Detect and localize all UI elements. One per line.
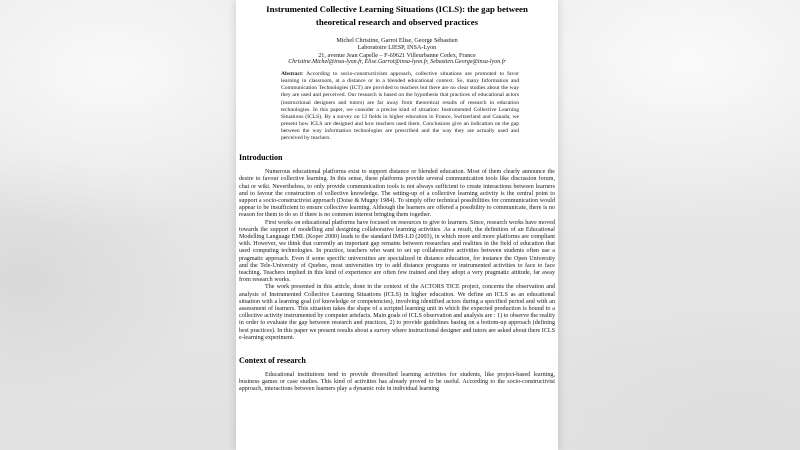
abstract-label: Abstract (281, 71, 302, 78)
intro-paragraph-2: First works on educational platforms have focused on resources to give to learners. Since, research works have moved towards the support of modelling and designing collaborative learning activities. As a result, the definition of an Educational Modelling Language EML (Koper 2000) leads to the standard IMS-LD (2003), in which more and more platforms are compliant with. However, we think that currently an important gap remains between researches and realities in the field of education that used computing technologies. In practice, teachers who want to set up collaborative activities between students often use a pragmatic approach. Even if some specific universities are specialized in distance education, for instance the Open University and the Tele-University of Quebec, most universities try to add distance programs or instrumented activities to face to face teaching. Teachers implied in this kind of experience are often few trained and they adopt a very pragmatic attitude, far away from research works. (239, 219, 555, 284)
abstract (281, 71, 519, 142)
authors-line: Michel Christine, Garrot Elise, George Sébastien (336, 37, 458, 44)
emails-line: Christine.Michel@insa-lyon.fr, Elise.Garrot@insa-lyon.fr, Sebastien.George@insa-lyon.fr (288, 58, 506, 65)
address-line: 21, avenue Jean Capelle – F-69621 Villeurbanne Cedex, France (318, 51, 476, 59)
context-paragraph-1: Educational institutions tend to provide diversified learning activities for students, like project-based learning, business games or case studies. This kind of activities has already proved to be useful. According to the socio-constructivist approach, interactions between learners play a dynamic role in individual learning (239, 372, 555, 393)
paper-title-line-1: Instrumented Collective Learning Situations (ICLS): the gap between (266, 4, 528, 14)
paper-title-line-2: theoretical research and observed practices (315, 17, 479, 27)
paper-page (236, 0, 558, 450)
abstract-text: : According to socio-constructivism approach, collective situations are promoted to favor learning in classroom, at a distance or in a blended educational context. So, many Information and Communication Technologies (ICT) are provided to teachers but there are no clear studies about the way they are used and perceived. Our research is based on the hypothesis that practices of educational actors (instructional designers and tutors) are far away from theoretical results of research in education technologies. In this paper, we consider a precise kind of situation: Instrumented Collective Learning Situations (ICLS). By a survey on 13 fields in higher education in France, Switzerland and Canada, we present how ICLS are designed and how teachers used them. Conclusions give an indication on the gap between the way information technologies are prescribed and the way they are actually used and perceived by teachers. (281, 71, 519, 142)
section-heading-introduction: Introduction (239, 153, 283, 163)
intro-paragraph-3: The work presented in this article, done in the context of the ACTORS TICE project, concerns the observation and analysis of Instrumented Collective Learning Situations (ICLS) in higher education. We define an ICLS as an educational situation with a learning goal (of knowledge or competencies), involving identified actors during a specified period and with an assessment of learners. This situation takes the shape of a scripted learning unit in which the expected production is bound to a collective activity instrumented by computer artefacts. Main goals of ICLS observation and analysis are : 1) to observe the reality in order to evaluate the gap between research and practices, 2) to provide guidelines basing on a bottom-up approach (defining best practices). In this paper we present results about a survey where instructional designer and tutors are asked about there ICLS e-learning experiment. (239, 284, 555, 341)
author-block (239, 37, 555, 66)
intro-paragraph-1: Numerous educational platforms exist to support distance or blended education. Most of them clearly announce the desire to favour collective learning. In this sense, these platforms provide several communication tools like discussion forum, chat or wiki. Nevertheless, to only provide communication tools is not always sufficient to create interactions between learners and to favour the construction of collective knowledge. The setting-up of a collective learning activity is the central point to support a socio-constructivist approach (Doise & Mugny 1984). To simply offer technical possibilities for communication would appear to be insufficient to ensure collective learning. Although the learners are offered a possibility to communicate, there is no reason for them to do so if there is no common interest bringing them together. (239, 169, 555, 219)
section-heading-context-of-research: Context of research (239, 356, 306, 365)
paper-title (239, 3, 555, 29)
affiliation-line: Laboratoire LIESP, INSA-Lyon (357, 44, 437, 52)
